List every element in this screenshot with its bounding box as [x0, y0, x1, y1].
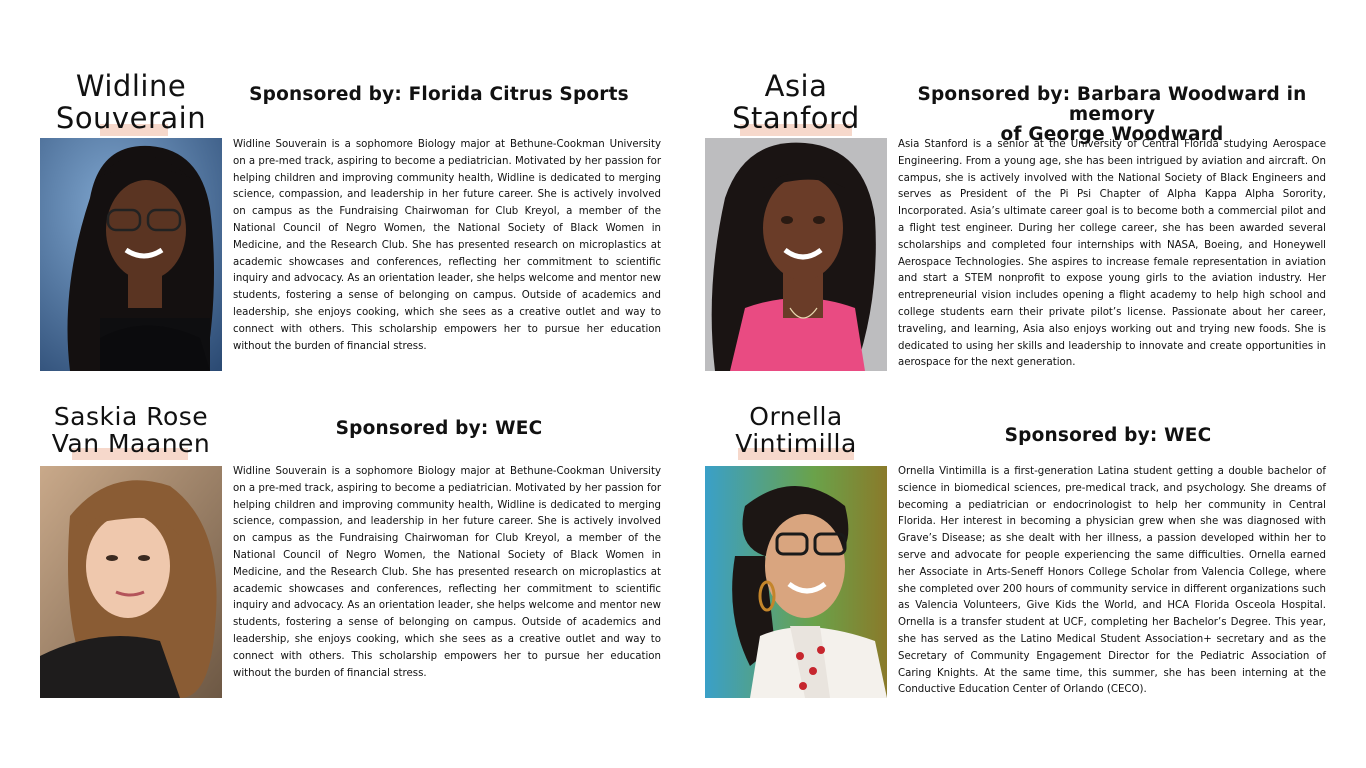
profile-bio: Widline Souverain is a sophomore Biology major at Bethune-Cookman University on a pre-med track, aspiring to become a pediatrician. Motivated by her passion for helping children and improving community health, Widline is dedicated to merging science, compassion, and leadership in her future career. She is actively involved on campus as the Fundraising Chairwoman for Club Kreyol, a member of the National Council of Negro Women, the National Society of Black Women in Medicine, and the Research Club. She has presented research on microplastics at academic showcases and conferences, reflecting her commitment to scientific inquiry and advocacy. As an orientation leader, she helps welcome and mentor new students, fostering a sense of belonging on campus. Outside of academics and leadership, she enjoys cooking, which she sees as a creative outlet and way to connect with others. This scholarship empowers her to pursue her education without the burden of financial stress. — [233, 139, 662, 352]
name-line-2: Stanford — [732, 101, 860, 135]
profile-bio: Ornella Vintimilla is a first-generation Latina student getting a double bachelor of science in biomedical sciences, pre-medical track, and psychology. She dreams of becoming a pediatrician or endocrinologist to help her community in Central Florida. Her interest in becoming a physician grew when she was diagnosed with Grave’s Disease; as she dealt with her illness, a passion developed within her to serve and advocate for people experiencing the same difficulties. Ornella earned her Associate in Arts-Seneff Honors College Scholar from Valencia College, where she completed over 200 hours of community service in different organizations such as Valencia Volunteers, Give Kids the World, and HCA Florida Osceola Hospital. Ornella is a transfer student at UCF, completing her Bachelor’s Degree. This year, she has served as the Latino Medical Student Association+ secretary and as the Secretary of Community Engagement Director for the Pediatric Association of Caring Knights. At the same time, this summer, she has been interning at the Conductive Education Center of Orlando (CECO). — [898, 466, 1326, 696]
sponsor-line-2: of George Woodward — [1000, 124, 1224, 145]
profile-name — [40, 70, 222, 134]
name-line-1: Widline — [75, 69, 187, 103]
portrait-photo — [705, 466, 887, 698]
profile-bio: Widline Souverain is a sophomore Biology major at Bethune-Cookman University on a pre-med track, aspiring to become a pediatrician. Motivated by her passion for helping children and improving community health, Widline is dedicated to merging science, compassion, and leadership in her future career. She is actively involved on campus as the Fundraising Chairwoman for Club Kreyol, a member of the National Council of Negro Women, the National Society of Black Women in Medicine, and the Research Club. She has presented research on microplastics at academic showcases and conferences, reflecting her commitment to scientific inquiry and advocacy. As an orientation leader, she helps welcome and mentor new students, fostering a sense of belonging on campus. Outside of academics and leadership, she enjoys cooking, which she sees as a creative outlet and way to connect with others. This scholarship empowers her to pursue her education without the burden of financial stress. — [233, 466, 662, 679]
sponsor-line-1: Sponsored by: Barbara Woodward in memory — [917, 84, 1307, 125]
name-line-2: Vintimilla — [735, 429, 857, 458]
name-line-1: Saskia Rose — [53, 402, 209, 431]
portrait-image — [705, 138, 887, 371]
portrait-image — [40, 138, 222, 371]
name-line-1: Ornella — [749, 402, 843, 431]
sponsor-label: Sponsored by: Florida Citrus Sports — [249, 84, 629, 105]
portrait-photo — [705, 138, 887, 371]
portrait-image — [40, 466, 222, 698]
profile-name — [705, 403, 887, 457]
portrait-image — [705, 466, 887, 698]
sponsor-label: Sponsored by: WEC — [1004, 425, 1212, 446]
profile-bio: Asia Stanford is a senior at the University of Central Florida studying Aerospace Engineering. From a young age, she has been intrigued by aviation and aircraft. On campus, she is actively involved with the National Society of Black Engineers and serves as President of the Pi Psi Chapter of Alpha Kappa Alpha Sorority, Incorporated. Asia’s ultimate career goal is to become both a commercial pilot and a flight test engineer. During her college career, she has been awarded several scholarships and completed four internships with NASA, Boeing, and Honeywell Aerospace Technologies. She aspires to increase female representation in aviation and start a STEM nonprofit to expose young girls to the aviation industry. Her entrepreneurial vision includes opening a flight academy to help high school and college students earn their private pilot’s license. Passionate about her career, traveling, and learning, Asia also enjoys working out and trying new foods. She is dedicated to using her skills and leadership to innovate and create opportunities in aerospace for the next generation. — [898, 139, 1326, 369]
name-line-2: Van Maanen — [51, 429, 211, 458]
profile-name — [705, 70, 887, 134]
portrait-photo — [40, 466, 222, 698]
profile-name — [40, 403, 222, 457]
sponsor-label: Sponsored by: WEC — [335, 418, 543, 439]
name-line-2: Souverain — [55, 101, 207, 135]
name-line-1: Asia — [764, 69, 828, 103]
sponsor-label — [898, 85, 1326, 145]
portrait-photo — [40, 138, 222, 371]
